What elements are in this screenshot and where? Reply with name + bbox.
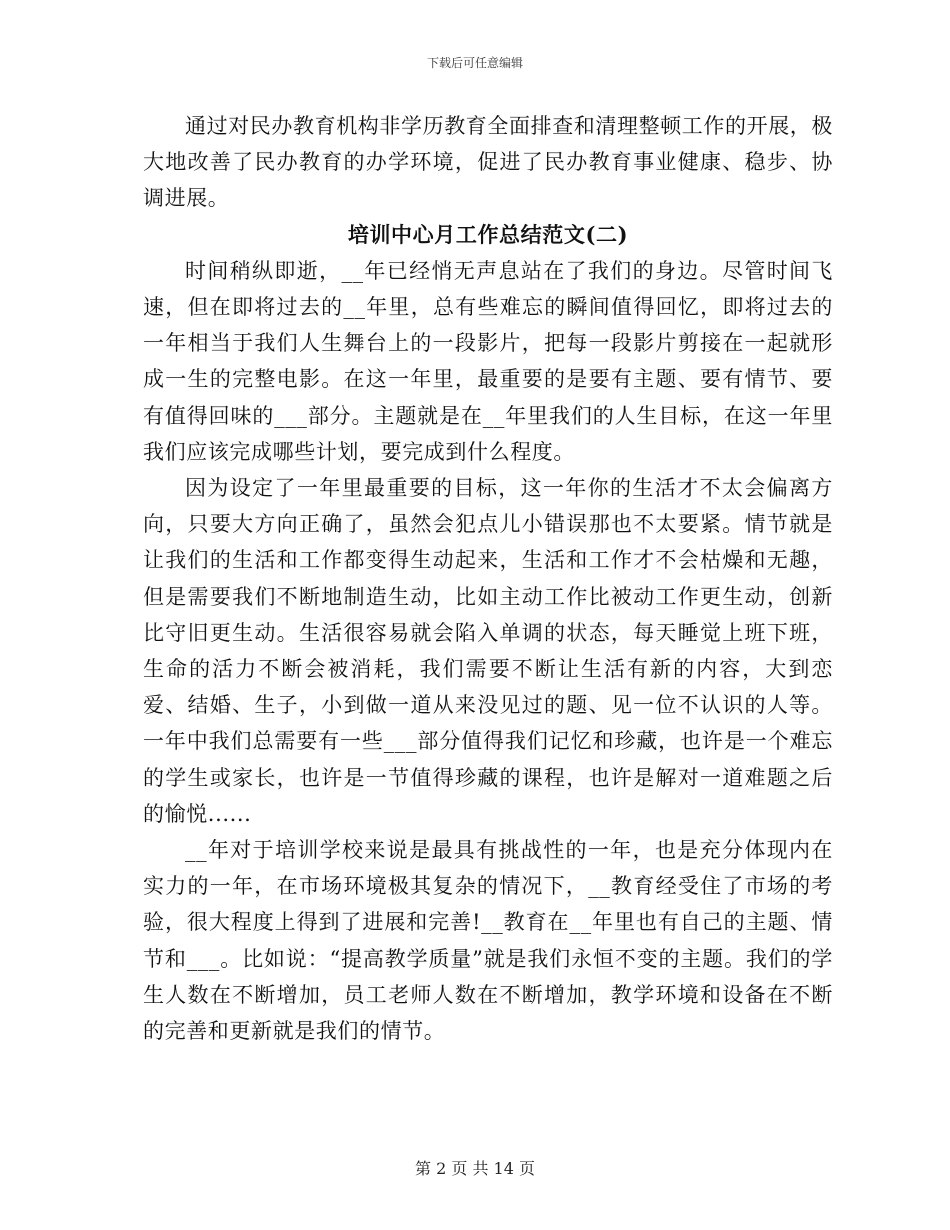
body-paragraph-1: 时间稍纵即逝，__年已经悄无声息站在了我们的身边。尽管时间飞速，但在即将过去的__年里，总有些难忘的瞬间值得回忆，即将过去的一年相当于我们人生舞台上的一段影片，把每一段影片剪接在一起就形成一生的完整电影。在这一年里，最重要的是要有主题、要有情节、要有值得回味的___部分。主题就是在__年里我们的人生目标，在这一年里我们应该完成哪些计划，要完成到什么程度。	[143, 258, 833, 464]
document-body	[143, 108, 833, 1049]
body-paragraph-2: 因为设定了一年里最重要的目标，这一年你的生活才不太会偏离方向，只要大方向正确了，虽然会犯点儿小错误那也不太要紧。情节就是让我们的生活和工作都变得生动起来，生活和工作才不会枯燥和无趣，但是需要我们不断地制造生动，比如主动工作比被动工作更生动，创新比守旧更生动。生活很容易就会陷入单调的状态，每天睡觉上班下班，生命的活力不断会被消耗，我们需要不断让生活有新的内容，大到恋爱、结婚、生子，小到做一道从来没见过的题、见一位不认识的人等。一年中我们总需要有一些___部分值得我们记忆和珍藏，也许是一个难忘的学生或家长，也许是一节值得珍藏的课程，也许是解对一道难题之后的愉悦......	[143, 476, 833, 826]
header-note: 下载后可任意编辑	[426, 56, 523, 70]
intro-paragraph: 通过对民办教育机构非学历教育全面排查和清理整顿工作的开展，极大地改善了民办教育的办学环境，促进了民办教育事业健康、稳步、协调进展。	[143, 114, 833, 211]
body-paragraph-3: __年对于培训学校来说是最具有挑战性的一年，也是充分体现内在实力的一年，在市场环境极其复杂的情况下，__教育经受住了市场的考验，很大程度上得到了进展和完善!__教育在__年里也有自己的主题、情节和___。比如说：“提高教学质量”就是我们永恒不变的主题。我们的学生人数在不断增加，员工老师人数在不断增加，教学环境和设备在不断的完善和更新就是我们的情节。	[143, 838, 833, 1044]
section-title: 培训中心月工作总结范文(二)	[347, 221, 629, 247]
page-indicator: 第 2 页 共 14 页	[415, 1159, 535, 1178]
